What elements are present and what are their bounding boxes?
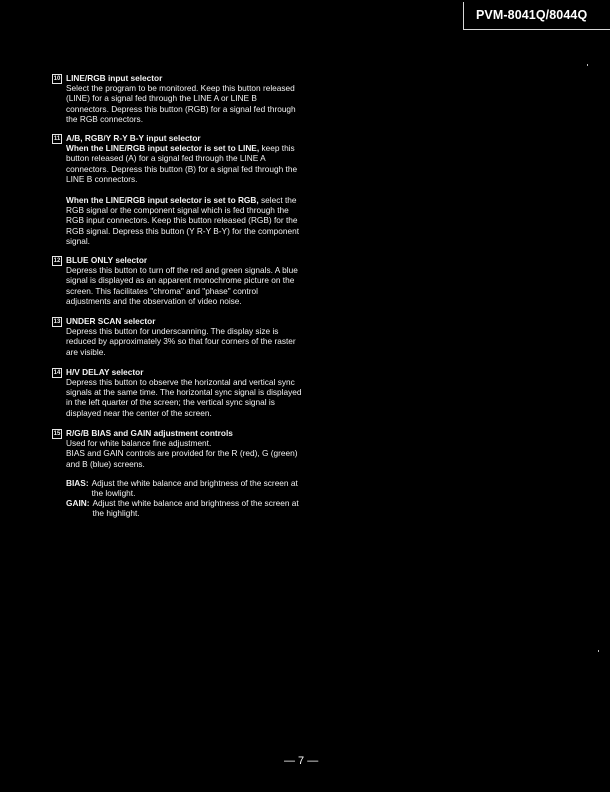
scan-speck (587, 64, 588, 66)
definition-term: BIAS: (66, 477, 89, 488)
section-number-10: 10 (53, 76, 61, 82)
gain-definition (66, 498, 302, 518)
section-heading: A/B, RGB/Y R-Y B-Y input selector (66, 133, 201, 144)
section-body (66, 143, 302, 184)
definition-text: Adjust the white balance and brightness of the screen at the highlight. (92, 498, 299, 519)
section-body-b: BIAS and GAIN controls are provided for the R (red), G (green) and B (blue) screens. (66, 448, 298, 469)
section-number-12: 12 (53, 258, 61, 265)
model-title: PVM-8041Q/8044Q (476, 8, 588, 22)
section-13 (52, 316, 302, 357)
section-number-15: 15 (53, 430, 61, 437)
section-number-13: 13 (53, 319, 61, 326)
definition-text: Adjust the white balance and brightness of the screen at the lowlight. (91, 477, 298, 498)
definition-term: GAIN: (66, 498, 90, 509)
section-15 (52, 428, 302, 519)
section-body: Depress this button to turn off the red and green signals. A blue signal is displayed as an apparent monochrome picture on the screen. This facilitates "chroma" and "phase" control adjustments and the observation of video noise. (66, 265, 298, 306)
section-body: Select the program to be monitored. Keep this button released (LINE) for a signal fed through the LINE A or LINE B connectors. Depress this button (RGB) for a signal fed through the RGB connectors. (66, 83, 296, 124)
section-number-11: 11 (53, 136, 61, 143)
section-11 (52, 133, 302, 246)
bias-definition (66, 478, 302, 498)
document-body (52, 73, 302, 519)
section-heading: H/V DELAY selector (66, 366, 144, 377)
section-heading: R/G/B BIAS and GAIN adjustment controls (66, 427, 233, 438)
page-number: — 7 — (284, 755, 319, 767)
section-body: Depress this button to observe the horizontal and vertical sync signals at the same time. The horizontal sync signal is displayed in the left quarter of the screen; the vertical sync signal is displayed near the center of the screen. (66, 377, 302, 418)
section-body: Used for white balance fine adjustment. (66, 438, 212, 449)
body-text: keep this button released (A) for a signal fed through the LINE A connectors. Depress this button (B) for a signal fed through the LINE B connectors. (66, 143, 298, 184)
section-heading: UNDER SCAN selector (66, 316, 156, 327)
section-heading: BLUE ONLY selector (66, 255, 148, 266)
condition-text: When the LINE/RGB input selector is set to RGB, (66, 195, 259, 206)
section-body-2 (66, 195, 302, 246)
scan-speck (598, 650, 599, 652)
condition-text: When the LINE/RGB input selector is set to LINE, (66, 143, 260, 154)
body-text: select the RGB signal or the component signal which is fed through the RGB input connectors. Keep this button released (RGB) for the RGB signal. Depress this button (Y R-Y B-Y) for the component signal. (66, 195, 300, 246)
section-body: Depress this button for underscanning. The display size is reduced by approximately 3% so that four corners of the raster are visible. (66, 326, 296, 357)
section-10 (52, 73, 302, 124)
section-12 (52, 255, 302, 306)
section-number-14: 14 (53, 369, 61, 376)
section-14 (52, 367, 302, 418)
section-heading: LINE/RGB input selector (66, 73, 163, 83)
